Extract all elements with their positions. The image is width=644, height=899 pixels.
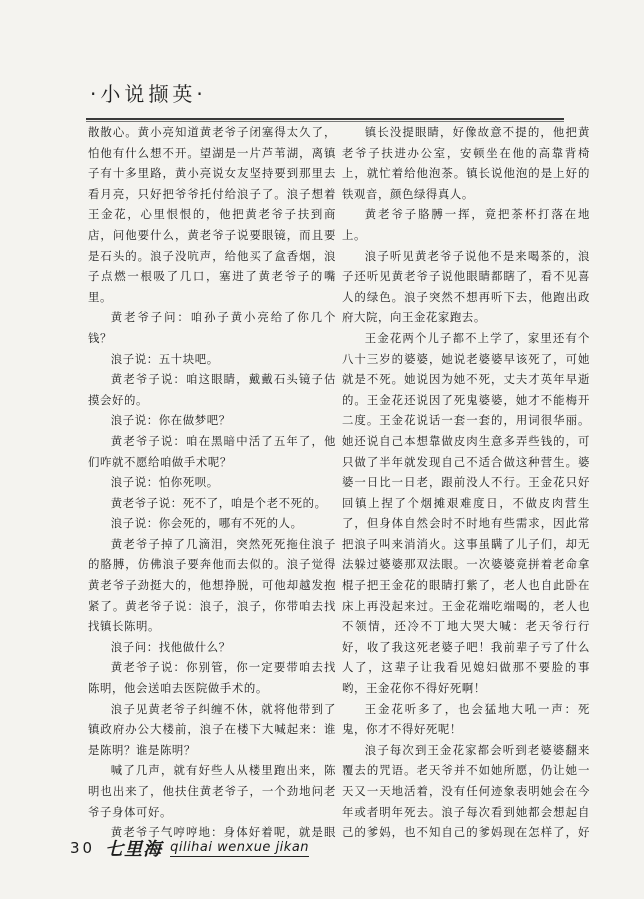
body-paragraph: 浪子说：你在做梦吧？ — [110, 413, 231, 428]
section-title: ·小说撷英· — [90, 81, 207, 106]
header-rule — [86, 118, 564, 120]
body-paragraph: 黄老爷子说：死不了，咱是个老不死的。 — [110, 495, 327, 510]
body-paragraph: 黄老爷子说：你别管，你一定要带咱去找陈明，他会送咱去医院做手术的。 — [88, 660, 336, 696]
body-paragraph: 浪子见黄老爷子纠缠不休，就将他带到了镇政府办公大楼前，浪子在楼下大喊起来：谁是陈明？谁是陈明？ — [88, 701, 336, 757]
body-paragraph: 浪子听见黄老爷子说他不是来喝茶的，浪子还听见黄老爷子说他眼睛都瞎了，看不见喜人的绿色。浪子突然不想再听下去，他跑出政府大院，向王金花家跑去。 — [342, 248, 590, 325]
body-paragraph: 黄老爷子气哼哼地：身体好着呢，就是眼 — [110, 825, 336, 840]
section-header — [90, 72, 330, 112]
body-paragraph: 黄老爷子胳膊一挥，竟把茶杯打落在地上。 — [342, 207, 590, 242]
magazine-logo: 七里海 — [105, 839, 163, 860]
right-text-column — [342, 122, 590, 842]
magazine-roman-title: qilihai wenxue jikan — [170, 839, 310, 855]
body-paragraph: 王金花听多了，也会猛地大吼一声：死鬼，你才不得好死呢！ — [342, 701, 590, 737]
body-paragraph: 浪子说：五十块吧。 — [110, 351, 219, 366]
body-paragraph: 黄老爷子说：咱在黑暗中活了五年了，他们咋就不愿给咱做手术呢？ — [88, 433, 336, 469]
body-paragraph: 散散心。黄小亮知道黄老爷子闭塞得太久了，怕他有什么想不开。望湖是一片芦苇湖，离镇子有十多里路，黄小亮说女友坚持要到那里去看月亮，只好把爷爷托付给浪子了。浪子想着王金花，心里恨恨的，他把黄老爷子扶到商店，问他要什么，黄老爷子说要眼镜，而且要是石头的。浪子没吭声，给他买了盒香烟，浪子点燃一根吸了几口，塞进了黄老爷子的嘴里。 — [88, 125, 336, 304]
page-number: 30 — [70, 839, 96, 857]
body-paragraph: 黄老爷子说：咱这眼睛，戴戴石头镜子估摸会好的。 — [88, 372, 336, 407]
body-paragraph: 黄老爷子掉了几滴泪，突然死死拖住浪子的胳膊，仿佛浪子要奔他而去似的。浪子觉得黄老爷子劲挺大的，他想挣脱，可他却越发抱紧了。黄老爷子说：浪子，浪子，你带咱去找找镇长陈明。 — [88, 536, 336, 634]
body-paragraph: 浪子说：怕你死呗。 — [110, 475, 219, 490]
body-paragraph: 浪子问：找他做什么？ — [110, 639, 231, 654]
body-paragraph: 浪子每次到王金花家都会听到老婆婆翻来覆去的咒语。老天爷并不如她所愿，仍让她一天又一天地活着，没有任何迹象表明她会在今年或者明年死去。浪子每次看到她都会想起自己的爹妈，也不知自己的爹妈现在怎样了，好 — [342, 742, 590, 840]
body-paragraph: 喊了几声，就有好些人从楼里跑出来，陈明也出来了，他扶住黄老爷子，一个劲地问老爷子身体可好。 — [88, 763, 336, 819]
body-paragraph: 镇长没提眼睛，好像故意不提的，他把黄老爷子扶进办公室，安顿坐在他的高靠背椅上，就忙着给他泡茶。镇长说他泡的是上好的铁观音，颜色绿得真人。 — [342, 125, 590, 201]
body-paragraph: 浪子说：你会死的，哪有不死的人。 — [110, 516, 303, 531]
left-text-column — [88, 122, 336, 842]
body-paragraph: 王金花两个儿子都不上学了，家里还有个八十三岁的婆婆，她说老婆婆早该死了，可她就是不死。她说因为她不死，丈夫才英年早逝的。王金花还说因了死鬼婆婆，她才不能梅开二度。王金花说话一套一套的，用词很华丽。她还说自己本想靠做皮肉生意多弄些钱的，可只做了半年就发现自己不适合做这种营生。婆婆一日比一日老，跟前没人不行。王金花只好回镇上捏了个烟摊艰难度日，不做皮肉营生了，但身体自然会时不时地有些需求，因此常把浪子叫来消消火。这事虽瞒了儿子们，却无法躲过婆婆那双法眼。一次婆婆竟拼着老命拿棍子把王金花的眼睛打紫了，老人也自此卧在床上再没起来过。王金花端吃端喝的，老人也不领情，还冷不丁地大哭大喊：老天爷行行好，收了我这死老婆子吧！我前辈子亏了什么人了，这辈子让我看见媳妇做那不要脸的事哟，王金花你不得好死啊！ — [342, 330, 590, 696]
page-footer — [70, 836, 410, 860]
body-paragraph: 黄老爷子问：咱孙子黄小亮给了你几个钱？ — [88, 310, 336, 345]
